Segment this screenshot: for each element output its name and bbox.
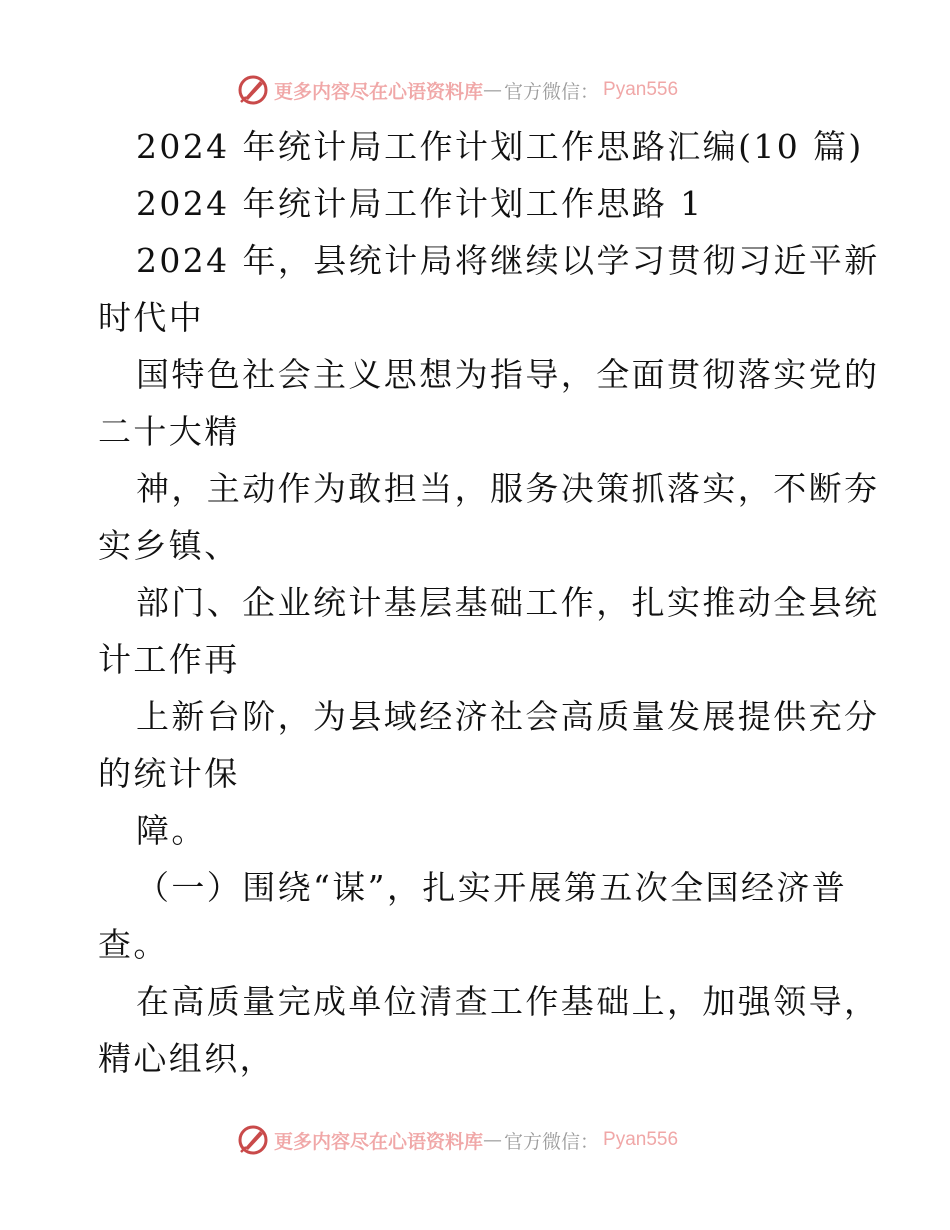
header-watermark-banner xyxy=(236,72,756,108)
document-line: 的统计保 xyxy=(98,754,240,793)
document-line: 2024 年统计局工作计划工作思路汇编(10 篇) xyxy=(136,127,864,166)
document-line: 国特色社会主义思想为指导，全面贯彻落实党的 xyxy=(136,355,880,394)
document-line: 精心组织， xyxy=(98,1039,275,1078)
banner-main-text: 更多内容尽在心语资料库 xyxy=(274,80,484,103)
document-line: 2024 年，县统计局将继续以学习贯彻习近平新 xyxy=(136,241,880,280)
quill-logo-icon xyxy=(236,1123,270,1157)
document-line: （一）围绕“谋”，扎实开展第五次全国经济普 xyxy=(136,868,848,907)
document-line: 实乡镇、 xyxy=(98,526,240,565)
banner-separator: — xyxy=(483,79,503,101)
banner-label: 官方微信： xyxy=(504,80,600,103)
banner-label: 官方微信： xyxy=(504,1130,600,1153)
banner-main-text: 更多内容尽在心语资料库 xyxy=(274,1130,484,1153)
document-line: 部门、企业统计基层基础工作，扎实推动全县统 xyxy=(136,583,880,622)
banner-wechat-id: Pyan556 xyxy=(603,1129,679,1150)
document-body xyxy=(98,118,888,1087)
document-line: 二十大精 xyxy=(98,412,240,451)
document-line: 上新台阶，为县域经济社会高质量发展提供充分 xyxy=(136,697,880,736)
banner-separator: — xyxy=(483,1129,503,1151)
banner-wechat-id: Pyan556 xyxy=(603,79,679,100)
quill-logo-icon xyxy=(236,73,270,107)
document-line: 计工作再 xyxy=(98,640,240,679)
document-line: 障。 xyxy=(136,811,207,850)
document-line: 时代中 xyxy=(98,298,205,337)
footer-watermark-banner xyxy=(236,1122,756,1158)
document-line: 2024 年统计局工作计划工作思路 1 xyxy=(136,184,704,223)
document-line: 在高质量完成单位清查工作基础上，加强领导， xyxy=(136,982,880,1021)
document-line: 神，主动作为敢担当，服务决策抓落实，不断夯 xyxy=(136,469,880,508)
document-line: 查。 xyxy=(98,925,169,964)
